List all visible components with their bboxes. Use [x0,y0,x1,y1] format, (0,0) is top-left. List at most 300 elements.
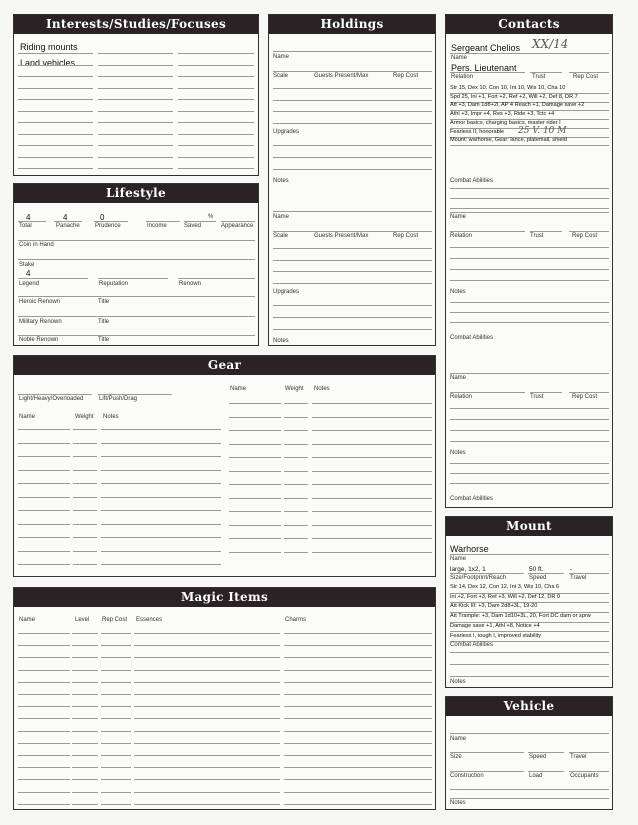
income-label: Income [147,223,167,229]
rule-line [134,767,280,768]
gear-name-label-left: Name [19,414,36,420]
contacts-header: Contacts [446,15,612,34]
rule-line [18,456,70,457]
rule-line [229,403,281,404]
rule-line [73,456,97,457]
rule-line [18,65,93,66]
rule-line [450,419,609,420]
rule-line [18,111,93,112]
interest-entry-2[interactable]: Land vehicles [20,58,76,68]
rule-line [569,392,609,393]
vehicle-name-label: Name [450,736,467,742]
rule-line [72,804,98,805]
contact1-repcost-label: Rep Cost [573,74,599,80]
vehicle-load-label: Load [529,773,543,779]
rule-line [101,804,131,805]
mount-name[interactable]: Warhorse [450,544,489,554]
rule-line [273,271,432,272]
rule-line [18,682,70,683]
mount-combat-label: Combat Abilities [450,642,494,648]
total-value[interactable]: 4 [26,213,31,222]
stake-label: Stake [19,262,35,268]
mount-stat-line[interactable]: Damage save +1, Athl +8, Notice +4 [450,622,540,629]
rule-line [178,88,254,89]
holding-upgrades-label: Upgrades [273,289,300,295]
rule-line [101,429,221,430]
rule-line [450,212,609,213]
rule-line [18,755,70,756]
rule-line [73,497,97,498]
vehicle-construction-label: Construction [450,773,484,779]
rule-line [18,76,93,77]
contact1-stat-line[interactable]: Mount: warhorse, Gear: lance, platemail, shield [450,137,567,144]
rule-line [134,657,280,658]
rule-line [284,633,432,634]
contact1-stat-line[interactable]: Str 15, Dex 10, Con 10, Int 10, Wis 10, Cha 10 [450,85,566,91]
rule-line [450,473,609,474]
rule-line [273,260,432,261]
mount-travel-value[interactable]: - [570,566,573,573]
rule-line [98,65,173,66]
rule-line [18,718,70,719]
rule-line [18,706,70,707]
rule-line [284,511,308,512]
rule-line [134,718,280,719]
rule-line [18,743,70,744]
stake-value[interactable]: 4 [26,269,31,278]
mount-stat-line[interactable]: Att Trample: +3, Dam 1d10+3L, 20, Fort DC dam or sprw [450,613,591,620]
rule-line [134,633,280,634]
panache-label: Panache [56,223,80,229]
rule-line [18,524,70,525]
rule-line [101,694,131,695]
rule-line [273,305,432,306]
rule-line [229,430,281,431]
rule-line [72,792,98,793]
rule-line [134,645,280,646]
contact-repcost-label: Rep Cost [572,233,598,239]
holdings-header: Holdings [269,15,435,34]
vehicle-size-label: Size [450,754,462,760]
load-label: Light/Heavy/Overloaded [19,396,84,402]
rule-line [229,484,281,485]
mount-stat-line[interactable]: Ini +2, Fort +3, Ref +3, Will +2, Def 12, DR 0 [450,593,561,600]
rule-line [101,755,131,756]
renown-label: Renown [179,281,202,287]
rule-line [284,804,432,805]
rule-line [450,483,609,484]
rule-line [101,537,221,538]
contact1-relation[interactable]: Pers. Lieutenant [451,63,517,73]
rule-line [72,731,98,732]
contact-relation-label: Relation [450,394,473,400]
mount-stat-line[interactable]: Str 14, Dex 12, Con 12, Int 3, Wis 10, Cha 6 [450,584,560,590]
gear-name-label-right: Name [230,386,247,392]
holding-name-label: Name [273,214,290,220]
rule-line [72,718,98,719]
rule-line [101,657,131,658]
rule-line [450,441,609,442]
rule-line [312,525,432,526]
rule-line [98,99,173,100]
mount-notes-label: Notes [450,679,466,685]
rule-line [134,804,280,805]
rule-line [312,430,432,431]
gear-notes-label-left: Notes [103,414,119,420]
rule-line [101,718,131,719]
rule-line [101,633,131,634]
rule-line [98,88,173,89]
holding-repcost-label: Rep Cost [393,73,419,79]
holding-scale-label: Scale [273,73,289,79]
rule-line [178,145,254,146]
rule-line [273,123,432,124]
rule-line [72,694,98,695]
contact-name-label: Name [450,375,467,381]
rule-line [312,403,432,404]
rule-line [530,392,562,393]
rule-line [101,767,131,768]
rule-line [18,694,70,695]
rule-line [18,429,70,430]
contacts-panel [445,14,613,508]
noble-label: Noble Renown [19,337,59,343]
rule-line [134,682,280,683]
rule-line [284,755,432,756]
contact1-stats-handwriting: 25 V. 10 M [518,126,567,136]
mount-size-label: Size/Footprint/Reach [450,575,507,581]
contact1-name-label: Name [451,55,468,61]
appearance-label: Appearance [221,223,254,229]
rule-line [18,779,70,780]
rule-line [450,373,609,374]
vehicle-panel [445,696,613,810]
rule-line [72,645,98,646]
rule-line [178,122,254,123]
rule-line [178,65,254,66]
rule-line [72,706,98,707]
rule-line [284,471,308,472]
mount-panel [445,516,613,688]
lifestyle-panel [13,183,259,346]
rule-line [18,792,70,793]
rule-line [450,463,609,464]
rule-line [530,231,562,232]
contact1-name[interactable]: Sergeant Chelios [451,43,521,53]
contact1-stat-line[interactable]: Spd 25, Ini +1, Fort +2, Ref +2, Will +2, Def 8, DR 7 [450,93,578,100]
rule-line [284,657,432,658]
rule-line [98,134,173,135]
rule-line [98,53,173,54]
contact1-combat-label: Combat Abilities [450,178,494,184]
rule-line [284,694,432,695]
contact1-relation-label: Relation [451,74,474,80]
magic-name-label: Name [19,617,36,623]
gear-weight-label-left: Weight [75,414,94,420]
rule-line [229,471,281,472]
rule-line [229,444,281,445]
magic-level-label: Level [75,617,90,623]
mount-speed-value[interactable]: 50 ft. [529,566,544,573]
rule-line [273,100,432,101]
rule-line [18,510,70,511]
rule-line [98,145,173,146]
rule-line [101,551,221,552]
rule-line [229,417,281,418]
contact-combat-label: Combat Abilities [450,496,494,502]
mount-stat-line[interactable]: Fearless I, tough I, improved stability [450,632,542,639]
rule-line [273,329,432,330]
rule-line [101,645,131,646]
rule-line [284,538,308,539]
rule-line [450,231,525,232]
holding-scale-label: Scale [273,233,289,239]
rule-line [312,498,432,499]
rule-line [284,743,432,744]
rule-line [312,484,432,485]
rule-line [450,145,609,146]
rule-line [18,537,70,538]
holdings-panel [268,14,436,346]
rule-line [18,804,70,805]
rule-line [178,168,254,169]
rule-line [73,483,97,484]
prudence-label: Prudence [95,223,121,229]
rule-line [101,706,131,707]
rule-line [284,417,308,418]
contact1-stat-line[interactable]: Armor basics, charging basics, master rider I [450,119,561,126]
interests-panel [13,14,259,176]
rule-line [178,157,254,158]
rule-line [98,76,173,77]
mount-size-value[interactable]: large, 1x2, 1 [450,566,486,573]
rule-line [450,247,609,248]
rule-line [284,779,432,780]
rule-line [450,408,609,409]
rule-line [73,551,97,552]
rule-line [284,767,432,768]
rule-line [312,417,432,418]
rule-line [178,99,254,100]
mount-travel-label: Travel [570,575,587,581]
rule-line [72,743,98,744]
rule-line [284,498,308,499]
percent-sign: % [208,214,214,220]
legend-label: Legend [19,281,40,287]
contact1-stat-line[interactable]: Fearless II, honorable [450,128,505,135]
rule-line [450,208,609,209]
rule-line [101,456,221,457]
rule-line [273,88,432,89]
gear-header: Gear [14,356,435,375]
interest-entry-1[interactable]: Riding mounts [20,42,78,52]
rule-line [178,111,254,112]
holding-notes-label: Notes [273,178,289,184]
rule-line [18,157,93,158]
contact1-stat-line[interactable]: Athl +3, Impr +4, Res +3, Ride +3, Tctc +4 [450,111,555,118]
rule-line [273,71,432,72]
contact1-trust-label: Trust [532,74,546,80]
rule-line [229,538,281,539]
rule-line [72,633,98,634]
gear-weight-label-right: Weight [285,386,304,392]
rule-line [18,657,70,658]
magic-charms-label: Charms [285,617,307,623]
rule-line [134,792,280,793]
lift-label: Lift/Push/Drag [99,396,138,402]
contact-notes-label: Notes [450,289,466,295]
rule-line [450,430,609,431]
rule-line [284,718,432,719]
rule-line [273,169,432,170]
holding-upgrades-label: Upgrades [273,129,300,135]
rule-line [284,525,308,526]
rule-line [284,792,432,793]
rule-line [450,322,609,323]
rule-line [101,779,131,780]
rule-line [98,122,173,123]
rule-line [101,470,221,471]
rule-line [284,645,432,646]
rule-line [273,145,432,146]
rule-line [18,564,70,565]
vehicle-header: Vehicle [446,697,612,716]
rule-line [312,444,432,445]
mount-speed-label: Speed [529,575,547,581]
rule-line [273,157,432,158]
rule-line [98,168,173,169]
rule-line [18,731,70,732]
rule-line [273,248,432,249]
vehicle-occupants-label: Occupants [570,773,599,779]
prudence-value[interactable]: 0 [100,213,105,222]
coin-label: Coin in Hand [19,242,54,248]
rule-line [312,552,432,553]
contact-repcost-label: Rep Cost [572,394,598,400]
rule-line [18,497,70,498]
rule-line [569,231,609,232]
gear-panel [13,355,436,577]
total-label: Total [19,223,32,229]
rule-line [101,483,221,484]
saved-label: Saved [184,223,202,229]
rule-line [101,792,131,793]
rule-line [101,743,131,744]
rule-line [18,645,70,646]
mount-stat-line[interactable]: Att Kick III: +3, Dam 2d8+3L, 19-20 [450,603,538,610]
rule-line [450,302,609,303]
vehicle-travel-label: Travel [570,754,587,760]
rule-line [229,457,281,458]
holding-guests-label: Guests Present/Max [314,233,369,239]
rule-line [18,99,93,100]
mount-header: Mount [446,517,612,536]
lifestyle-header: Lifestyle [14,184,258,203]
rule-line [284,403,308,404]
rule-line [73,429,97,430]
heroic-title-label: Title [98,299,110,305]
rule-line [101,731,131,732]
rule-line [450,258,609,259]
rule-line [178,53,254,54]
contact-notes-label: Notes [450,450,466,456]
rule-line [134,670,280,671]
rule-line [101,682,131,683]
rule-line [273,231,432,232]
noble-title-label: Title [98,337,110,343]
contact-relation-label: Relation [450,233,473,239]
holding-name-label: Name [273,54,290,60]
rule-line [72,779,98,780]
rule-line [18,551,70,552]
contact1-stat-line[interactable]: Att +3, Dam 1d8+2l, AP 4 Reach +1, Damage save +2 [450,102,585,109]
rule-line [18,145,93,146]
rule-line [18,122,93,123]
rule-line [73,564,97,565]
gear-notes-label-right: Notes [314,386,330,392]
rule-line [284,682,432,683]
rule-line [229,498,281,499]
contact1-handwriting: XX/14 [532,37,569,51]
reputation-label: Reputation [99,281,129,287]
rule-line [134,743,280,744]
rule-line [229,552,281,553]
rule-line [73,510,97,511]
magic-panel [13,587,436,810]
rule-line [101,510,221,511]
rule-line [134,731,280,732]
rule-line [229,511,281,512]
rule-line [101,524,221,525]
rule-line [101,497,221,498]
rule-line [72,657,98,658]
rule-line [312,471,432,472]
heroic-label: Heroic Renown [19,299,61,305]
rule-line [73,524,97,525]
rule-line [72,670,98,671]
rule-line [450,198,609,199]
interests-header: Interests/Studies/Focuses [14,15,258,34]
rule-line [284,731,432,732]
rule-line [101,564,221,565]
rule-line [73,470,97,471]
rule-line [284,430,308,431]
rule-line [18,670,70,671]
rule-line [134,706,280,707]
magic-essences-label: Essences [136,617,163,623]
rule-line [134,694,280,695]
rule-line [101,670,131,671]
rule-line [273,317,432,318]
military-title-label: Title [98,319,110,325]
rule-line [450,312,609,313]
panache-value[interactable]: 4 [63,213,68,222]
rule-line [72,682,98,683]
rule-line [284,552,308,553]
contact-name-label: Name [450,214,467,220]
rule-line [450,188,609,189]
rule-line [312,457,432,458]
rule-line [134,755,280,756]
rule-line [273,211,432,212]
rule-line [273,51,432,52]
rule-line [72,755,98,756]
rule-line [229,525,281,526]
rule-line [18,767,70,768]
contact-combat-label: Combat Abilities [450,335,494,341]
rule-line [73,443,97,444]
rule-line [73,537,97,538]
